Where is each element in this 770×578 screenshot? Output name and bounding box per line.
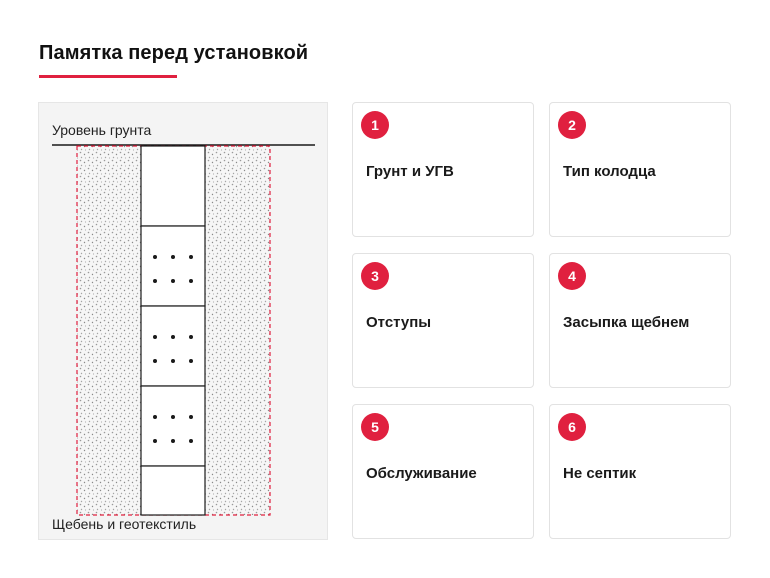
card-soil-groundwater[interactable]: [352, 102, 534, 237]
card-not-septic[interactable]: [549, 404, 731, 539]
well-ring-perforated: [141, 386, 205, 466]
card-well-type[interactable]: [549, 102, 731, 237]
step-number-badge: 5: [361, 413, 389, 441]
card-gravel-backfill[interactable]: [549, 253, 731, 388]
step-number-badge: 2: [558, 111, 586, 139]
card-title: Отступы: [366, 314, 432, 331]
card-maintenance[interactable]: [352, 404, 534, 539]
step-number-badge: 1: [361, 111, 389, 139]
title-underline: [39, 75, 177, 78]
well-ring-perforated: [141, 226, 205, 306]
gravel-left: [77, 146, 141, 515]
well-ring-perforated: [141, 306, 205, 386]
step-number-badge: 4: [558, 262, 586, 290]
card-title: Грунт и УГВ: [366, 163, 454, 180]
well-cross-section: [39, 103, 329, 541]
gravel-right: [205, 146, 270, 515]
well-ring-top: [141, 146, 205, 226]
card-clearances[interactable]: [352, 253, 534, 388]
step-number-badge: 6: [558, 413, 586, 441]
well-ring-bottom: [141, 466, 205, 515]
card-title: Обслуживание: [366, 465, 477, 482]
card-title: Тип колодца: [563, 163, 656, 180]
ground-level-label: Уровень грунта: [52, 122, 152, 138]
gravel-geotextile-label: Щебень и геотекстиль: [52, 516, 197, 532]
card-title: Засыпка щебнем: [563, 314, 690, 331]
card-title: Не септик: [563, 465, 637, 482]
well-diagram: [38, 102, 328, 540]
step-number-badge: 3: [361, 262, 389, 290]
page-title: Памятка перед установкой: [39, 42, 309, 64]
